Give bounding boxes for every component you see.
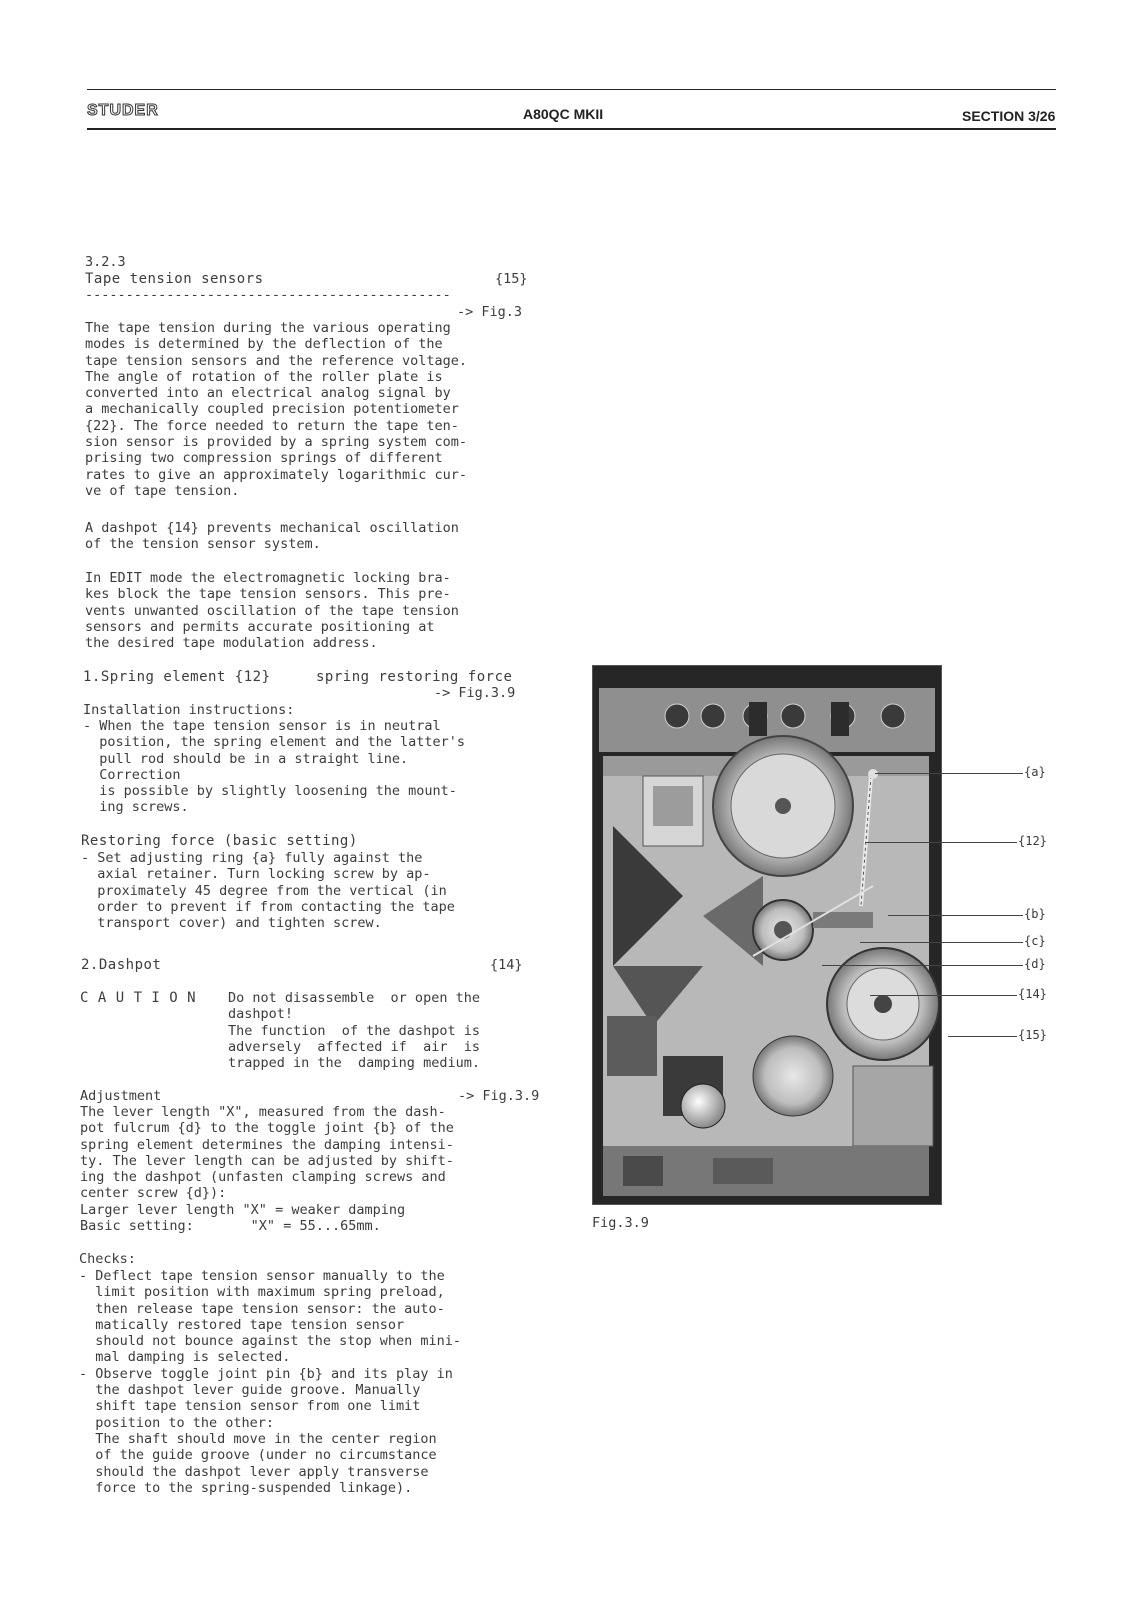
callout-line-14: [870, 995, 1017, 996]
callout-line-b: [888, 915, 1023, 916]
tape-transport-illustration: [593, 666, 941, 1204]
restoring-text: - Set adjusting ring {a} fully against the axial retainer. Turn locking screw by ap- proximately 45 degree from the vertical (in order to prevent if from contacting the tape transport cover) and tighten screw.: [81, 850, 455, 932]
adjustment-heading: Adjustment: [80, 1088, 162, 1104]
install-text: - When the tape tension sensor is in neutral position, the spring element and the latter's pull rod should be in a straight line. Correction is possible by slightly loosening the mount- ing screws.: [83, 718, 466, 816]
model-name: A80QC MKII: [523, 106, 604, 122]
figure-3-9-photo: [592, 665, 942, 1205]
checks-text: - Deflect tape tension sensor manually to the limit position with maximum spring preload, then release tape tension sensor: the auto- matically restored tape tension sensor should not bounce against the stop when mini- mal damping is selected. - Observe toggle joint pin {b} and its play in the dashpot lever guide groove. Manually shift tape tension sensor from one limit position to the other: The shaft should move in the center region of the guide groove (under no circumstance should the dashpot lever apply transverse force to the spring-suspended linkage).: [79, 1268, 462, 1496]
restoring-heading: Restoring force (basic setting): [81, 833, 358, 849]
install-heading: Installation instructions:: [83, 702, 295, 718]
caution-label: C A U T I O N: [80, 990, 197, 1006]
checks-heading: Checks:: [79, 1251, 136, 1267]
callout-15: {15}: [1018, 1028, 1047, 1042]
section-figref: -> Fig.3: [457, 304, 523, 320]
callout-line-a: [875, 773, 1023, 774]
caution-text: Do not disassemble or open the dashpot! The function of the dashpot is adversely affected if air is trapped in the damping medium.: [228, 990, 480, 1072]
callout-line-15: [948, 1036, 1017, 1037]
section-ref: {15}: [495, 271, 528, 287]
paragraph-edit-mode: In EDIT mode the electromagnetic locking bra- kes block the tape tension sensors. This pre- vents unwanted oscillation of the tape tension sensors and permits accurate positioning at the desired tape modulation address.: [85, 570, 459, 652]
header-top-rule: [87, 89, 1056, 90]
paragraph-dashpot: A dashpot {14} prevents mechanical oscillation of the tension sensor system.: [85, 520, 459, 553]
adjustment-text: The lever length "X", measured from the dash- pot fulcrum {d} to the toggle joint {b} of the spring element determines the damping intensi- ty. The lever length can be adjusted by shift- ing the dashpot (unfasten clamping screws and center screw {d}): Larger lever length "X" = weaker damping Basic setting: "X" = 55...65mm.: [80, 1104, 454, 1235]
section-number: SECTION 3/26: [962, 108, 1056, 124]
callout-a: {a}: [1024, 765, 1046, 779]
callout-14: {14}: [1018, 987, 1047, 1001]
callout-b: {b}: [1024, 907, 1046, 921]
adjustment-figref: -> Fig.3.9: [458, 1088, 540, 1104]
callout-c: {c}: [1024, 934, 1046, 948]
studer-logo: STUDER: [87, 102, 159, 119]
section-number-323: 3.2.3: [85, 254, 126, 270]
spring-figref: -> Fig.3.9: [434, 685, 516, 701]
spring-title: 1.Spring element {12}: [83, 669, 271, 685]
callout-12: {12}: [1018, 834, 1047, 848]
callout-line-c: [860, 942, 1023, 943]
figure-caption: Fig.3.9: [592, 1215, 649, 1231]
dashpot-title: 2.Dashpot: [81, 957, 162, 973]
header-bottom-rule: [87, 128, 1056, 130]
callout-d: {d}: [1024, 957, 1046, 971]
section-divider: ---------------------------------------------: [85, 287, 451, 303]
dashpot-ref: {14}: [490, 957, 523, 973]
callout-line-12: [865, 842, 1017, 843]
paragraph-tension: The tape tension during the various operating modes is determined by the deflection of the tape tension sensors and the reference voltage. The angle of rotation of the roller plate is converted into an electrical analog signal by a mechanically coupled precision potentiometer {22}. The force needed to return the tape ten- sion sensor is provided by a spring system com- prising two compression springs of different rates to give an approximately logarithmic cur- ve of tape tension.: [85, 320, 468, 499]
callout-line-d: [822, 965, 1023, 966]
section-title: Tape tension sensors: [85, 271, 264, 287]
spring-subtitle: spring restoring force: [316, 669, 513, 685]
